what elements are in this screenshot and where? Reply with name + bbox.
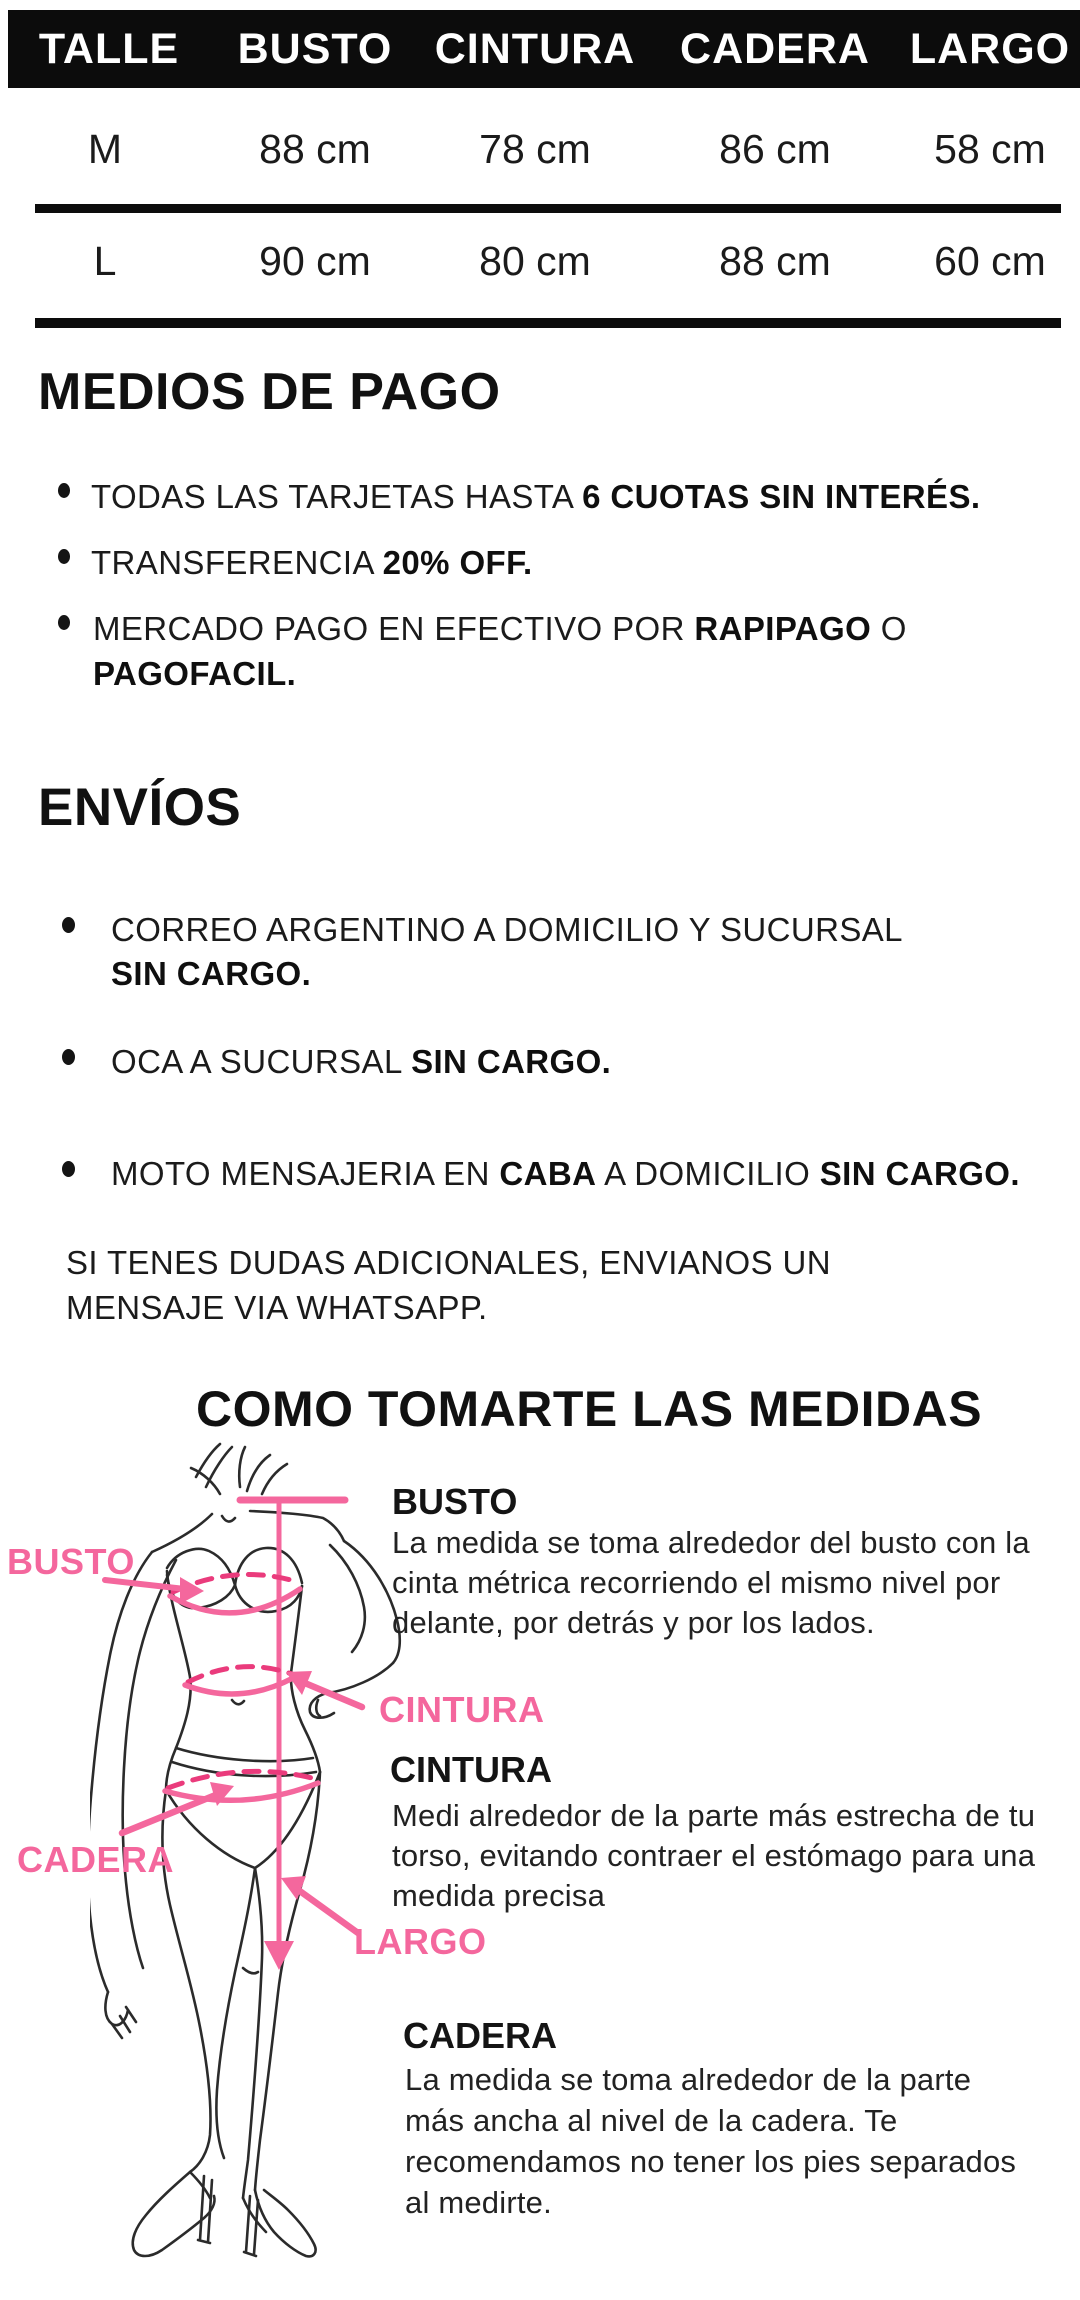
- payment-bullet-mercadopago-text: MERCADO PAGO EN EFECTIVO POR RAPIPAGO O PAGOFACIL.: [93, 610, 907, 692]
- waist-dashed-tape: [188, 1667, 292, 1682]
- cadera-description-text: La medida se toma alrededor de la parte más ancha al nivel de la cadera. Te recomendamos no tener los pies separados al medirte.: [405, 2062, 1017, 2220]
- arrow-down-icon: [264, 1941, 294, 1970]
- table-row-size-m: [0, 126, 1080, 173]
- bullet-dot-icon: [58, 615, 70, 630]
- column-header-cintura: CINTURA: [434, 24, 636, 73]
- shipping-bullet-oca: [62, 1040, 611, 1084]
- cell-busto: 88 cm: [259, 126, 371, 172]
- cintura-description-title: CINTURA: [390, 1749, 552, 1790]
- cell-size: M: [87, 126, 123, 172]
- shipping-bullet-moto: [62, 1152, 1020, 1196]
- payment-section-title: MEDIOS DE PAGO: [38, 363, 501, 421]
- payment-bullet-cards-text: TODAS LAS TARJETAS HASTA 6 CUOTAS SIN INTERÉS.: [91, 478, 981, 515]
- bullet-dot-icon: [62, 917, 75, 933]
- busto-description-text: La medida se toma alrededor del busto con la cinta métrica recorriendo el mismo nivel por delante, por detrás y por los lados.: [392, 1525, 1030, 1640]
- payment-bullet-transfer: [58, 540, 533, 585]
- cell-cadera: 88 cm: [719, 238, 831, 284]
- cell-largo: 58 cm: [934, 126, 1046, 172]
- cadera-description-title: CADERA: [403, 2015, 558, 2056]
- figure-label-largo: LARGO: [354, 1921, 487, 1962]
- whatsapp-note: SI TENES DUDAS ADICIONALES, ENVIANOS UN MENSAJE VIA WHATSAPP.: [66, 1244, 832, 1326]
- column-header-busto: BUSTO: [237, 24, 393, 73]
- bullet-dot-icon: [62, 1049, 75, 1065]
- shipping-bullet-moto-text: MOTO MENSAJERIA EN CABA A DOMICILIO SIN CARGO.: [111, 1155, 1020, 1192]
- table-divider: [35, 318, 1061, 328]
- cell-busto: 90 cm: [259, 238, 371, 284]
- payment-bullet-mercadopago: [58, 606, 907, 696]
- shipping-bullet-correo-text: CORREO ARGENTINO A DOMICILIO Y SUCURSAL SIN CARGO.: [111, 911, 903, 992]
- cell-cadera: 86 cm: [719, 126, 831, 172]
- largo-arrow-line: [297, 1889, 358, 1933]
- bullet-dot-icon: [58, 549, 70, 564]
- figure-label-cadera: CADERA: [17, 1839, 175, 1880]
- bullet-dot-icon: [58, 483, 70, 498]
- cell-size: L: [93, 238, 117, 284]
- busto-description-title: BUSTO: [392, 1481, 518, 1522]
- column-header-cadera: CADERA: [680, 24, 870, 73]
- shipping-section-title: ENVÍOS: [38, 778, 242, 837]
- figure-label-cintura: CINTURA: [379, 1689, 545, 1730]
- column-header-largo: LARGO: [909, 24, 1071, 73]
- column-header-talle: TALLE: [38, 24, 180, 73]
- table-row-size-l: [0, 238, 1080, 285]
- shipping-bullet-correo: [62, 908, 903, 996]
- measures-section-title: COMO TOMARTE LAS MEDIDAS: [196, 1381, 983, 1437]
- bullet-dot-icon: [62, 1161, 75, 1177]
- hip-dashed-tape: [168, 1771, 316, 1788]
- cell-cintura: 78 cm: [479, 126, 591, 172]
- cell-largo: 60 cm: [934, 238, 1046, 284]
- cintura-description-text: Medi alrededor de la parte más estrecha de tu torso, evitando contraer el estómago para una medida precisa: [392, 1798, 1036, 1913]
- hip-solid-tape: [165, 1783, 318, 1800]
- table-divider: [35, 204, 1061, 213]
- shipping-bullet-oca-text: OCA A SUCURSAL SIN CARGO.: [111, 1043, 612, 1080]
- cintura-arrow-line: [300, 1681, 362, 1707]
- payment-bullet-transfer-text: TRANSFERENCIA 20% OFF.: [91, 544, 533, 581]
- figure-label-busto: BUSTO: [7, 1541, 135, 1582]
- cell-cintura: 80 cm: [479, 238, 591, 284]
- payment-bullet-cards: [58, 474, 980, 519]
- size-table-header: [8, 10, 1080, 88]
- cadera-arrow-line: [122, 1794, 218, 1833]
